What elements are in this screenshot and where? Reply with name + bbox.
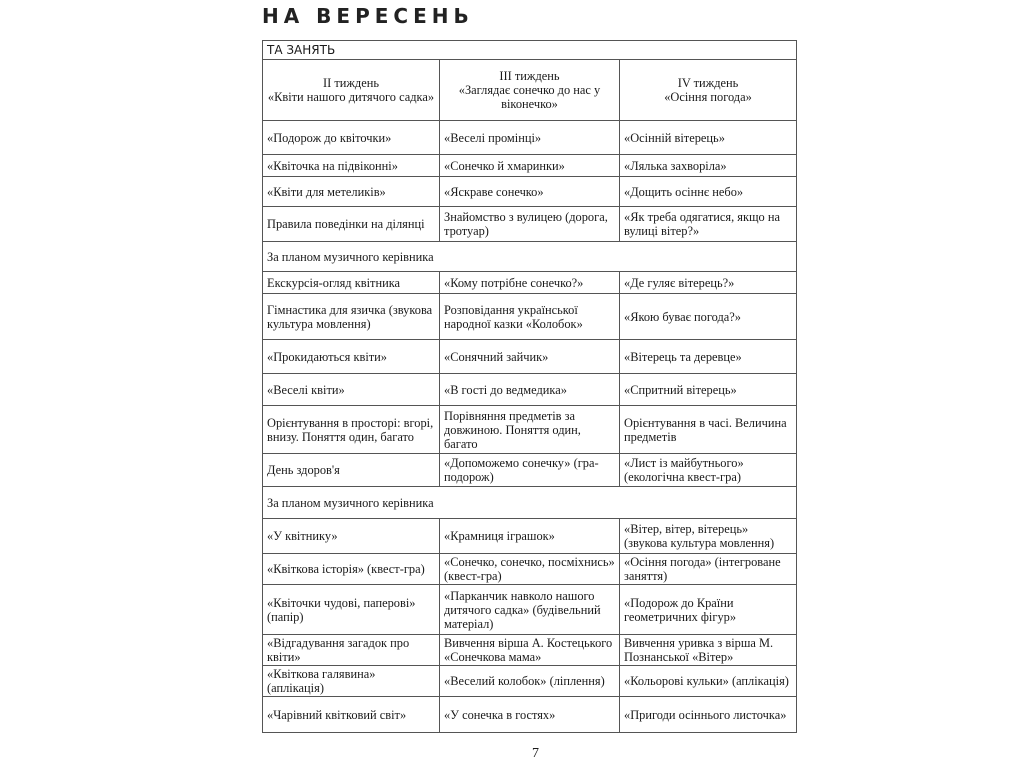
page-title: НА ВЕРЕСЕНЬ bbox=[262, 4, 474, 28]
table-row bbox=[263, 272, 797, 294]
table-cell: «В гості до ведмедика» bbox=[440, 374, 620, 406]
table-cell: Вивчення уривка з вірша М. Познанської «Вітер» bbox=[620, 635, 797, 666]
week-theme: «Заглядає сонечко до нас у віконечко» bbox=[458, 83, 601, 111]
table-row bbox=[263, 207, 797, 242]
table-cell: «Вітерець та деревце» bbox=[620, 340, 797, 374]
schedule-table bbox=[262, 40, 797, 733]
table-row bbox=[263, 697, 797, 733]
table-row bbox=[263, 585, 797, 635]
table-cell: «Лялька захворіла» bbox=[620, 155, 797, 177]
section-row bbox=[263, 487, 797, 519]
table-cell: Знайомство з вулицею (дорога, тротуар) bbox=[440, 207, 620, 242]
table-cell: «Сонечко й хмаринки» bbox=[440, 155, 620, 177]
table-row bbox=[263, 635, 797, 666]
table-cell: «Веселий колобок» (ліплення) bbox=[440, 666, 620, 697]
week-header-row bbox=[263, 60, 797, 121]
table-cell: «Осіння погода» (інтегроване заняття) bbox=[620, 554, 797, 585]
table-cell: «Пригоди осіннього листочка» bbox=[620, 697, 797, 733]
table-cell: «У квітнику» bbox=[263, 519, 440, 554]
table-cell: «У сонечка в гостях» bbox=[440, 697, 620, 733]
table-cell: «Сонячний зайчик» bbox=[440, 340, 620, 374]
page-number: 7 bbox=[532, 746, 539, 761]
week-header bbox=[620, 60, 797, 121]
week-theme: «Осіння погода» bbox=[664, 90, 752, 104]
table-cell: «Осінній вітерець» bbox=[620, 121, 797, 155]
week-theme: «Квіти нашого дитячого садка» bbox=[267, 90, 435, 104]
table-cell: «Як треба одягатися, якщо на вулиці вітер?» bbox=[620, 207, 797, 242]
table-row bbox=[263, 519, 797, 554]
table-row bbox=[263, 177, 797, 207]
table-cell: «Кому потрібне сонечко?» bbox=[440, 272, 620, 294]
table-cell: Орієнтування в просторі: вгорі, внизу. Поняття один, багато bbox=[263, 406, 440, 454]
section-label: За планом музичного керівника bbox=[263, 242, 797, 272]
table-row bbox=[263, 406, 797, 454]
table-cell: «Допоможемо сонечку» (гра-подорож) bbox=[440, 454, 620, 487]
table-row bbox=[263, 666, 797, 697]
table-cell: Правила поведінки на ділянці bbox=[263, 207, 440, 242]
table-cell: «Дощить осіннє небо» bbox=[620, 177, 797, 207]
table-cell: Екскурсія-огляд квітника bbox=[263, 272, 440, 294]
week-header bbox=[440, 60, 620, 121]
table-cell: «Де гуляє вітерець?» bbox=[620, 272, 797, 294]
week-label: II тиждень bbox=[322, 76, 380, 90]
table-cell: Порівняння предметів за довжиною. Поняття один, багато bbox=[440, 406, 620, 454]
table-row bbox=[263, 340, 797, 374]
table-row bbox=[263, 121, 797, 155]
table-cell: «Квіткова історія» (квест-гра) bbox=[263, 554, 440, 585]
table-row bbox=[263, 454, 797, 487]
table-cell: Вивчення вірша А. Костецького «Сонечкова мама» bbox=[440, 635, 620, 666]
table-cell: Гімнастика для язичка (звукова культура мовлення) bbox=[263, 294, 440, 340]
table-cell: «Чарівний квітковий світ» bbox=[263, 697, 440, 733]
table-cell: «Веселі промінці» bbox=[440, 121, 620, 155]
table-cell: «Відгадування загадок про квіти» bbox=[263, 635, 440, 666]
table-cell: «Веселі квіти» bbox=[263, 374, 440, 406]
table-cell: «Квіти для метеликів» bbox=[263, 177, 440, 207]
table-cell: Розповідання української народної казки «Колобок» bbox=[440, 294, 620, 340]
table-cell: «Квіточка на підвіконні» bbox=[263, 155, 440, 177]
table-cell: День здоров'я bbox=[263, 454, 440, 487]
table-cell: «Лист із майбутнього» (екологічна квест-гра) bbox=[620, 454, 797, 487]
table-cell: «Якою буває погода?» bbox=[620, 294, 797, 340]
week-label: IV тиждень bbox=[677, 76, 739, 90]
table-cell: «Кольорові кульки» (аплікація) bbox=[620, 666, 797, 697]
table-cell: «Яскраве сонечко» bbox=[440, 177, 620, 207]
table-cell: «Крамниця іграшок» bbox=[440, 519, 620, 554]
table-cell: «Сонечко, сонечко, посміхнись» (квест-гра) bbox=[440, 554, 620, 585]
table-cell: «Подорож до квіточки» bbox=[263, 121, 440, 155]
table-cell: «Прокидаються квіти» bbox=[263, 340, 440, 374]
table-cell: «Подорож до Країни геометричних фігур» bbox=[620, 585, 797, 635]
table-row bbox=[263, 554, 797, 585]
table-cell: «Спритний вітерець» bbox=[620, 374, 797, 406]
week-label: III тиждень bbox=[499, 69, 560, 83]
table-cell: «Квіткова галявина» (аплікація) bbox=[263, 666, 440, 697]
section-row bbox=[263, 242, 797, 272]
table-title-row bbox=[263, 41, 797, 60]
table-row bbox=[263, 374, 797, 406]
table-cell: «Парканчик навколо нашого дитячого садка» (будівельний матеріал) bbox=[440, 585, 620, 635]
week-header bbox=[263, 60, 440, 121]
table-row bbox=[263, 294, 797, 340]
section-label: За планом музичного керівника bbox=[263, 487, 797, 519]
table-title: ТА ЗАНЯТЬ bbox=[263, 41, 797, 60]
table-cell: Орієнтування в часі. Величина предметів bbox=[620, 406, 797, 454]
table-cell: «Квіточки чудові, паперові» (папір) bbox=[263, 585, 440, 635]
table-cell: «Вітер, вітер, вітерець» (звукова культура мовлення) bbox=[620, 519, 797, 554]
table-row bbox=[263, 155, 797, 177]
